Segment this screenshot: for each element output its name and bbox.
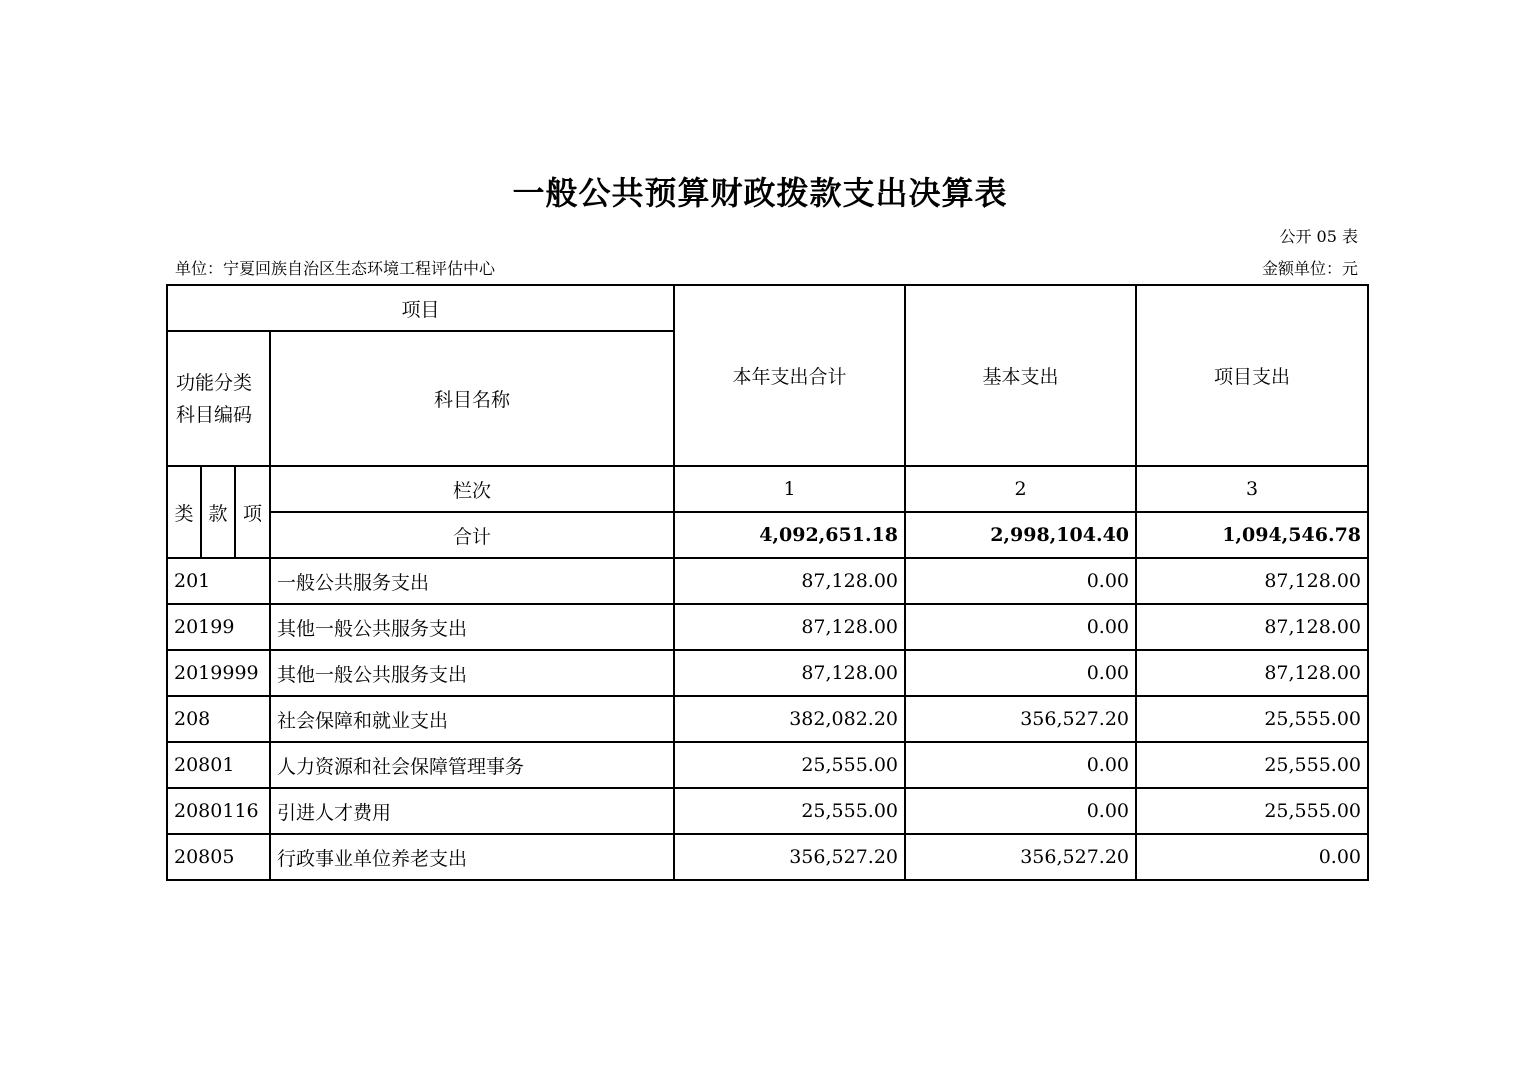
row-total: 87,128.00 [674, 650, 905, 696]
row-code: 20805 [167, 834, 270, 880]
header-total-col: 本年支出合计 [674, 285, 905, 466]
row-code: 20801 [167, 742, 270, 788]
row-code: 201 [167, 558, 270, 604]
header-col3: 3 [1136, 466, 1368, 512]
table-row [167, 558, 1368, 604]
row-total: 356,527.20 [674, 834, 905, 880]
row-name: 人力资源和社会保障管理事务 [270, 742, 674, 788]
header-basic-col: 基本支出 [905, 285, 1136, 466]
row-project: 25,555.00 [1136, 788, 1368, 834]
total-label: 合计 [270, 512, 674, 558]
budget-table [166, 284, 1369, 881]
row-total: 25,555.00 [674, 742, 905, 788]
row-project: 87,128.00 [1136, 604, 1368, 650]
table-row [167, 696, 1368, 742]
row-project: 0.00 [1136, 834, 1368, 880]
row-total: 382,082.20 [674, 696, 905, 742]
table-row [167, 650, 1368, 696]
row-name: 其他一般公共服务支出 [270, 650, 674, 696]
header-subject-name: 科目名称 [270, 331, 674, 466]
row-code: 20199 [167, 604, 270, 650]
row-total: 87,128.00 [674, 604, 905, 650]
row-total: 87,128.00 [674, 558, 905, 604]
row-basic: 0.00 [905, 558, 1136, 604]
header-row-lanci [167, 466, 1368, 512]
table-row [167, 604, 1368, 650]
report-title: 一般公共预算财政拨款支出决算表 [512, 174, 1008, 212]
row-basic: 0.00 [905, 788, 1136, 834]
table-row [167, 834, 1368, 880]
unit-label: 单位：宁夏回族自治区生态环境工程评估中心 [175, 259, 496, 278]
header-kuan: 款 [201, 466, 235, 558]
row-basic: 356,527.20 [905, 696, 1136, 742]
header-func-code-line1: 功能分类 [176, 371, 253, 394]
header-col1: 1 [674, 466, 905, 512]
header-lei: 类 [167, 466, 201, 558]
header-project: 项目 [167, 285, 674, 331]
header-xiang: 项 [235, 466, 270, 558]
row-code: 208 [167, 696, 270, 742]
header-func-code-line2: 科目编码 [176, 403, 253, 426]
row-basic: 0.00 [905, 604, 1136, 650]
header-row-project [167, 285, 1368, 331]
row-name: 引进人才费用 [270, 788, 674, 834]
row-name: 社会保障和就业支出 [270, 696, 674, 742]
header-func-code [167, 331, 270, 466]
row-basic: 356,527.20 [905, 834, 1136, 880]
row-total: 25,555.00 [674, 788, 905, 834]
row-basic: 0.00 [905, 650, 1136, 696]
table-row [167, 742, 1368, 788]
money-unit-label: 金额单位：元 [1261, 259, 1358, 278]
row-project: 87,128.00 [1136, 558, 1368, 604]
row-name: 其他一般公共服务支出 [270, 604, 674, 650]
row-project: 25,555.00 [1136, 696, 1368, 742]
row-code: 2019999 [167, 650, 270, 696]
header-lanci: 栏次 [270, 466, 674, 512]
header-project-col: 项目支出 [1136, 285, 1368, 466]
total-amount: 4,092,651.18 [674, 512, 905, 558]
row-basic: 0.00 [905, 742, 1136, 788]
total-project: 1,094,546.78 [1136, 512, 1368, 558]
total-row [167, 512, 1368, 558]
header-col2: 2 [905, 466, 1136, 512]
row-project: 87,128.00 [1136, 650, 1368, 696]
row-project: 25,555.00 [1136, 742, 1368, 788]
row-name: 行政事业单位养老支出 [270, 834, 674, 880]
form-number: 公开 05 表 [1279, 227, 1358, 246]
table-row [167, 788, 1368, 834]
row-name: 一般公共服务支出 [270, 558, 674, 604]
row-code: 2080116 [167, 788, 270, 834]
total-basic: 2,998,104.40 [905, 512, 1136, 558]
